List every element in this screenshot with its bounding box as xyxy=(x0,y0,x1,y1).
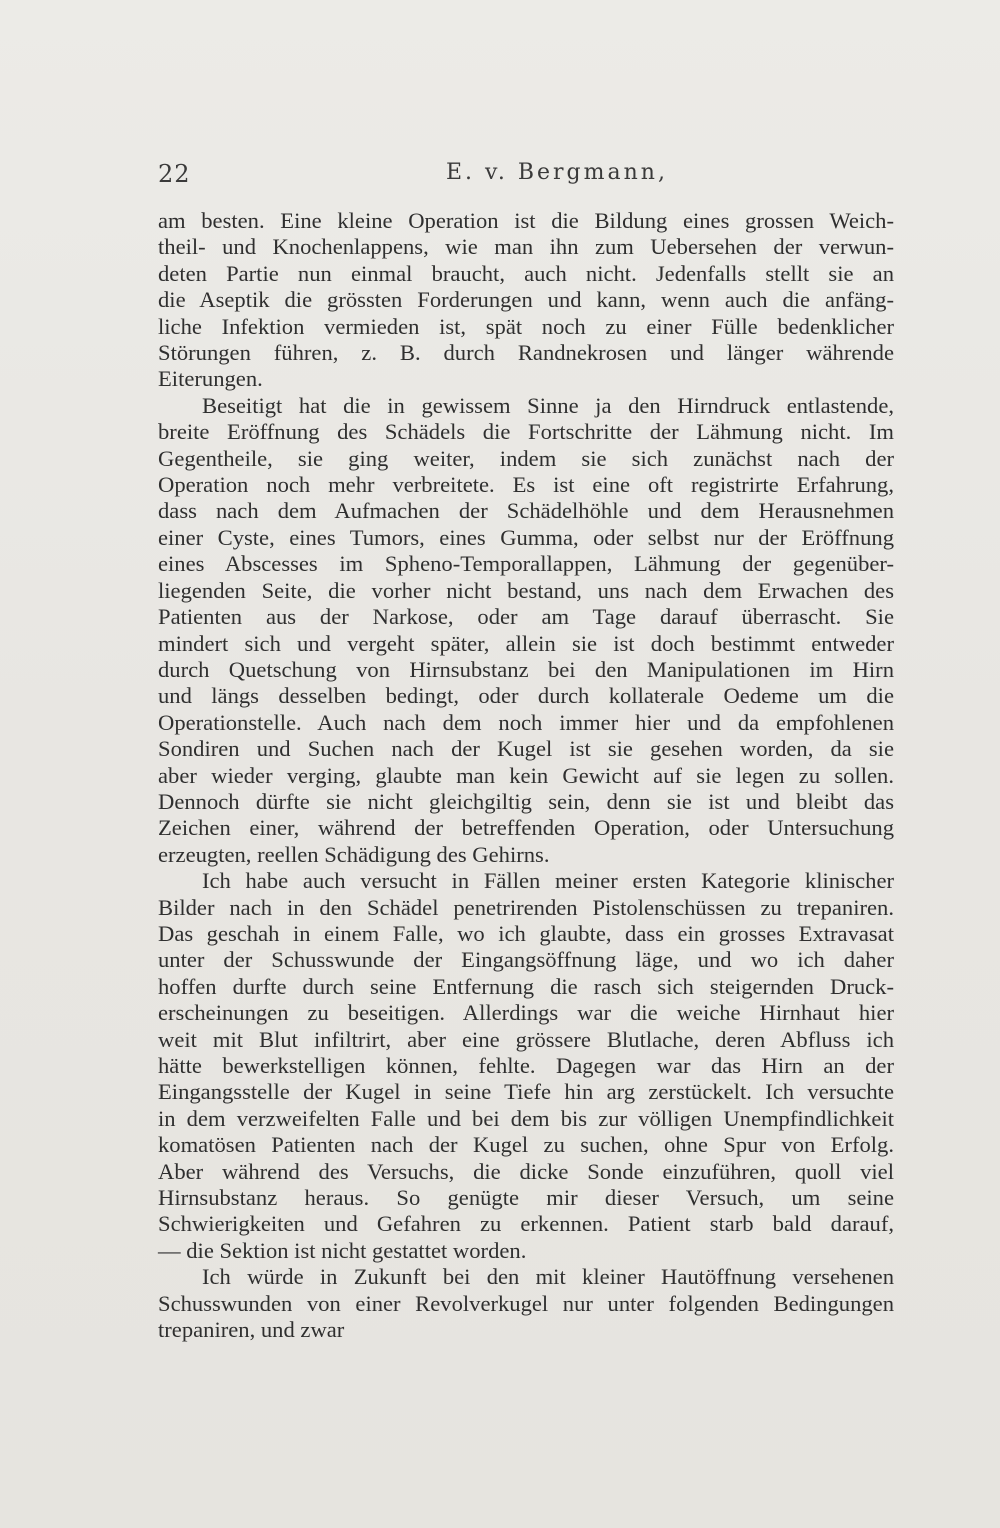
paragraph-1 xyxy=(158,208,894,393)
text-line: erscheinungen zu beseitigen. Allerdings war die weiche Hirnhaut hier xyxy=(158,1000,894,1026)
text-line: weit mit Blut infiltrirt, aber eine grössere Blutlache, deren Abfluss ich xyxy=(158,1026,894,1052)
body-text xyxy=(158,208,894,1343)
text-line: die Aseptik die grössten Forderungen und kann, wenn auch die anfäng- xyxy=(158,287,894,313)
text-line: in dem verzweifelten Falle und bei dem bis zur völligen Unempfindlichkeit xyxy=(158,1105,894,1131)
text-line: Schwierigkeiten und Gefahren zu erkennen. Patient starb bald darauf, xyxy=(158,1211,894,1237)
paragraph-3 xyxy=(158,868,894,1264)
text-line: hätte bewerkstelligen können, fehlte. Dagegen war das Hirn an der xyxy=(158,1053,894,1078)
text-line: theil- und Knochenlappens, wie man ihn zum Uebersehen der verwun- xyxy=(158,234,894,260)
text-line: deten Partie nun einmal braucht, auch nicht. Jedenfalls stellt sie an xyxy=(158,260,894,286)
page-header xyxy=(158,160,894,196)
text-line: komatösen Patienten nach der Kugel zu suchen, ohne Spur von Erfolg. xyxy=(158,1132,894,1158)
text-line: Gegentheile, sie ging weiter, indem sie sich zunächst nach der xyxy=(158,445,894,471)
text-line: einer Cyste, eines Tumors, eines Gumma, oder selbst nur der Eröffnung xyxy=(158,524,894,550)
text-line: breite Eröffnung des Schädels die Fortschritte der Lähmung nicht. Im xyxy=(158,419,894,445)
text-line: trepaniren, und zwar xyxy=(158,1317,345,1343)
running-head: E. v. Bergmann, xyxy=(446,160,668,185)
text-line: Zeichen einer, während der betreffenden Operation, oder Untersuchung xyxy=(158,815,894,841)
text-line: Patienten aus der Narkose, oder am Tage darauf überrascht. Sie xyxy=(158,604,894,630)
text-line: eines Abscesses im Spheno-Temporallappen, Lähmung der gegenüber- xyxy=(158,551,894,577)
text-line: Eiterungen. xyxy=(158,366,263,392)
paragraph-2 xyxy=(158,393,894,868)
text-line: Ich habe auch versucht in Fällen meiner ersten Kategorie klinischer xyxy=(202,868,894,894)
paragraph-4 xyxy=(158,1264,894,1343)
text-line: liegenden Seite, die vorher nicht bestand, uns nach dem Erwachen des xyxy=(158,577,894,603)
text-line: Bilder nach in den Schädel penetrirenden Pistolenschüssen zu trepaniren. xyxy=(158,894,894,920)
text-line: hoffen durfte durch seine Entfernung die rasch sich steigernden Druck- xyxy=(158,973,894,999)
text-line: Schusswunden von einer Revolverkugel nur unter folgenden Bedingungen xyxy=(158,1290,894,1316)
text-line: Sondiren und Suchen nach der Kugel ist sie gesehen worden, da sie xyxy=(158,736,894,762)
text-line: Operation noch mehr verbreitete. Es ist eine oft registrirte Erfahrung, xyxy=(158,472,894,498)
text-line: unter der Schusswunde der Eingangsöffnung läge, und wo ich daher xyxy=(158,947,894,973)
text-line: Aber während des Versuchs, die dicke Sonde einzuführen, quoll viel xyxy=(158,1158,894,1184)
text-line: Dennoch dürfte sie nicht gleichgiltig sein, denn sie ist und bleibt das xyxy=(158,788,894,814)
text-line: Hirnsubstanz heraus. So genügte mir dieser Versuch, um seine xyxy=(158,1185,894,1211)
text-line: Das geschah in einem Falle, wo ich glaubte, dass ein grosses Extravasat xyxy=(158,920,894,946)
text-line: Störungen führen, z. B. durch Randnekrosen und länger währende xyxy=(158,340,894,366)
text-line: Ich würde in Zukunft bei den mit kleiner Hautöffnung versehenen xyxy=(202,1264,894,1290)
text-line: Operationstelle. Auch nach dem noch immer hier und da empfohlenen xyxy=(158,709,894,735)
text-line: aber wieder verging, glaubte man kein Gewicht auf sie legen zu sollen. xyxy=(158,762,894,788)
page-number: 22 xyxy=(158,160,191,188)
text-line: liche Infektion vermieden ist, spät noch zu einer Fülle bedenklicher xyxy=(158,313,894,339)
text-line: Eingangsstelle der Kugel in seine Tiefe hin arg zerstückelt. Ich versuchte xyxy=(158,1079,894,1105)
text-line: Beseitigt hat die in gewissem Sinne ja den Hirndruck entlastende, xyxy=(202,392,894,418)
text-line: und längs desselben bedingt, oder durch kollaterale Oedeme um die xyxy=(158,683,894,709)
text-line: durch Quetschung von Hirnsubstanz bei den Manipulationen im Hirn xyxy=(158,656,894,682)
text-line: — die Sektion ist nicht gestattet worden. xyxy=(158,1237,527,1263)
text-line: erzeugten, reellen Schädigung des Gehirns. xyxy=(158,841,550,867)
text-line: mindert sich und vergeht später, allein sie ist doch bestimmt entweder xyxy=(158,630,894,656)
text-line: dass nach dem Aufmachen der Schädelhöhle und dem Herausnehmen xyxy=(158,498,894,524)
text-line: am besten. Eine kleine Operation ist die Bildung eines grossen Weich- xyxy=(158,208,894,233)
